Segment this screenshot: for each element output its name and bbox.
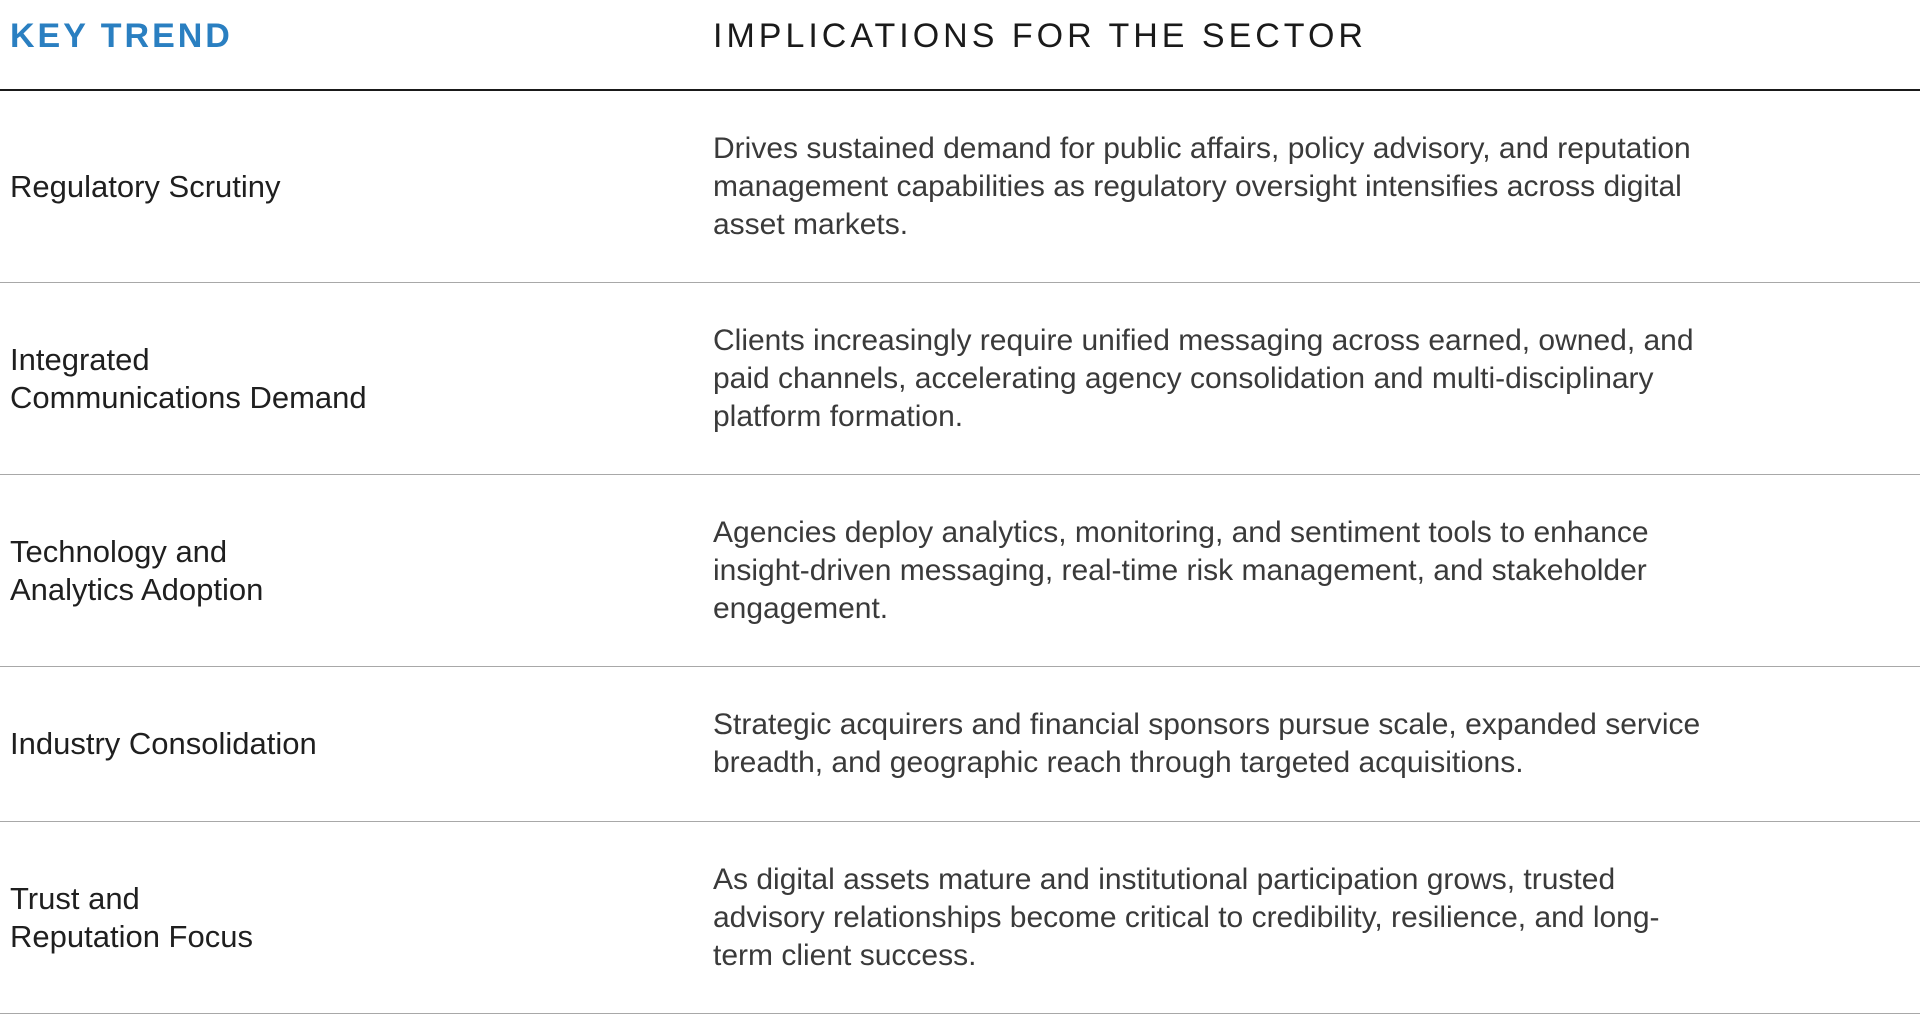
trend-label: Trust and Reputation Focus: [10, 880, 253, 954]
table-row: [0, 822, 1920, 1014]
trend-label: Technology and Analytics Adoption: [10, 533, 264, 607]
table-row: [0, 283, 1920, 475]
implication-text: Drives sustained demand for public affairs, policy advisory, and reputation management capabilities as regulatory oversight intensifies across digital asset markets.: [713, 131, 1691, 241]
implication-text: Clients increasingly require unified messaging across earned, owned, and paid channels, accelerating agency consolidation and multi-disciplinary platform formation.: [713, 323, 1694, 433]
table-row: [0, 475, 1920, 667]
implication-text: Agencies deploy analytics, monitoring, and sentiment tools to enhance insight-driven messaging, real-time risk management, and stakeholder engagement.: [713, 515, 1649, 625]
trend-label: Industry Consolidation: [10, 726, 317, 761]
table-header: [0, 0, 1920, 91]
trend-label: Integrated Communications Demand: [10, 341, 367, 415]
implication-text: Strategic acquirers and financial sponsors pursue scale, expanded service breadth, and geographic reach through targeted acquisitions.: [713, 708, 1701, 779]
table-row: [0, 667, 1920, 822]
table-row: [0, 91, 1920, 283]
key-trend-heading: KEY TREND: [10, 17, 233, 55]
implications-heading: IMPLICATIONS FOR THE SECTOR: [713, 17, 1367, 55]
implication-text: As digital assets mature and institutional participation grows, trusted advisory relationships become critical to credibility, resilience, and long-term client success.: [713, 862, 1660, 972]
trend-label: Regulatory Scrutiny: [10, 168, 281, 204]
